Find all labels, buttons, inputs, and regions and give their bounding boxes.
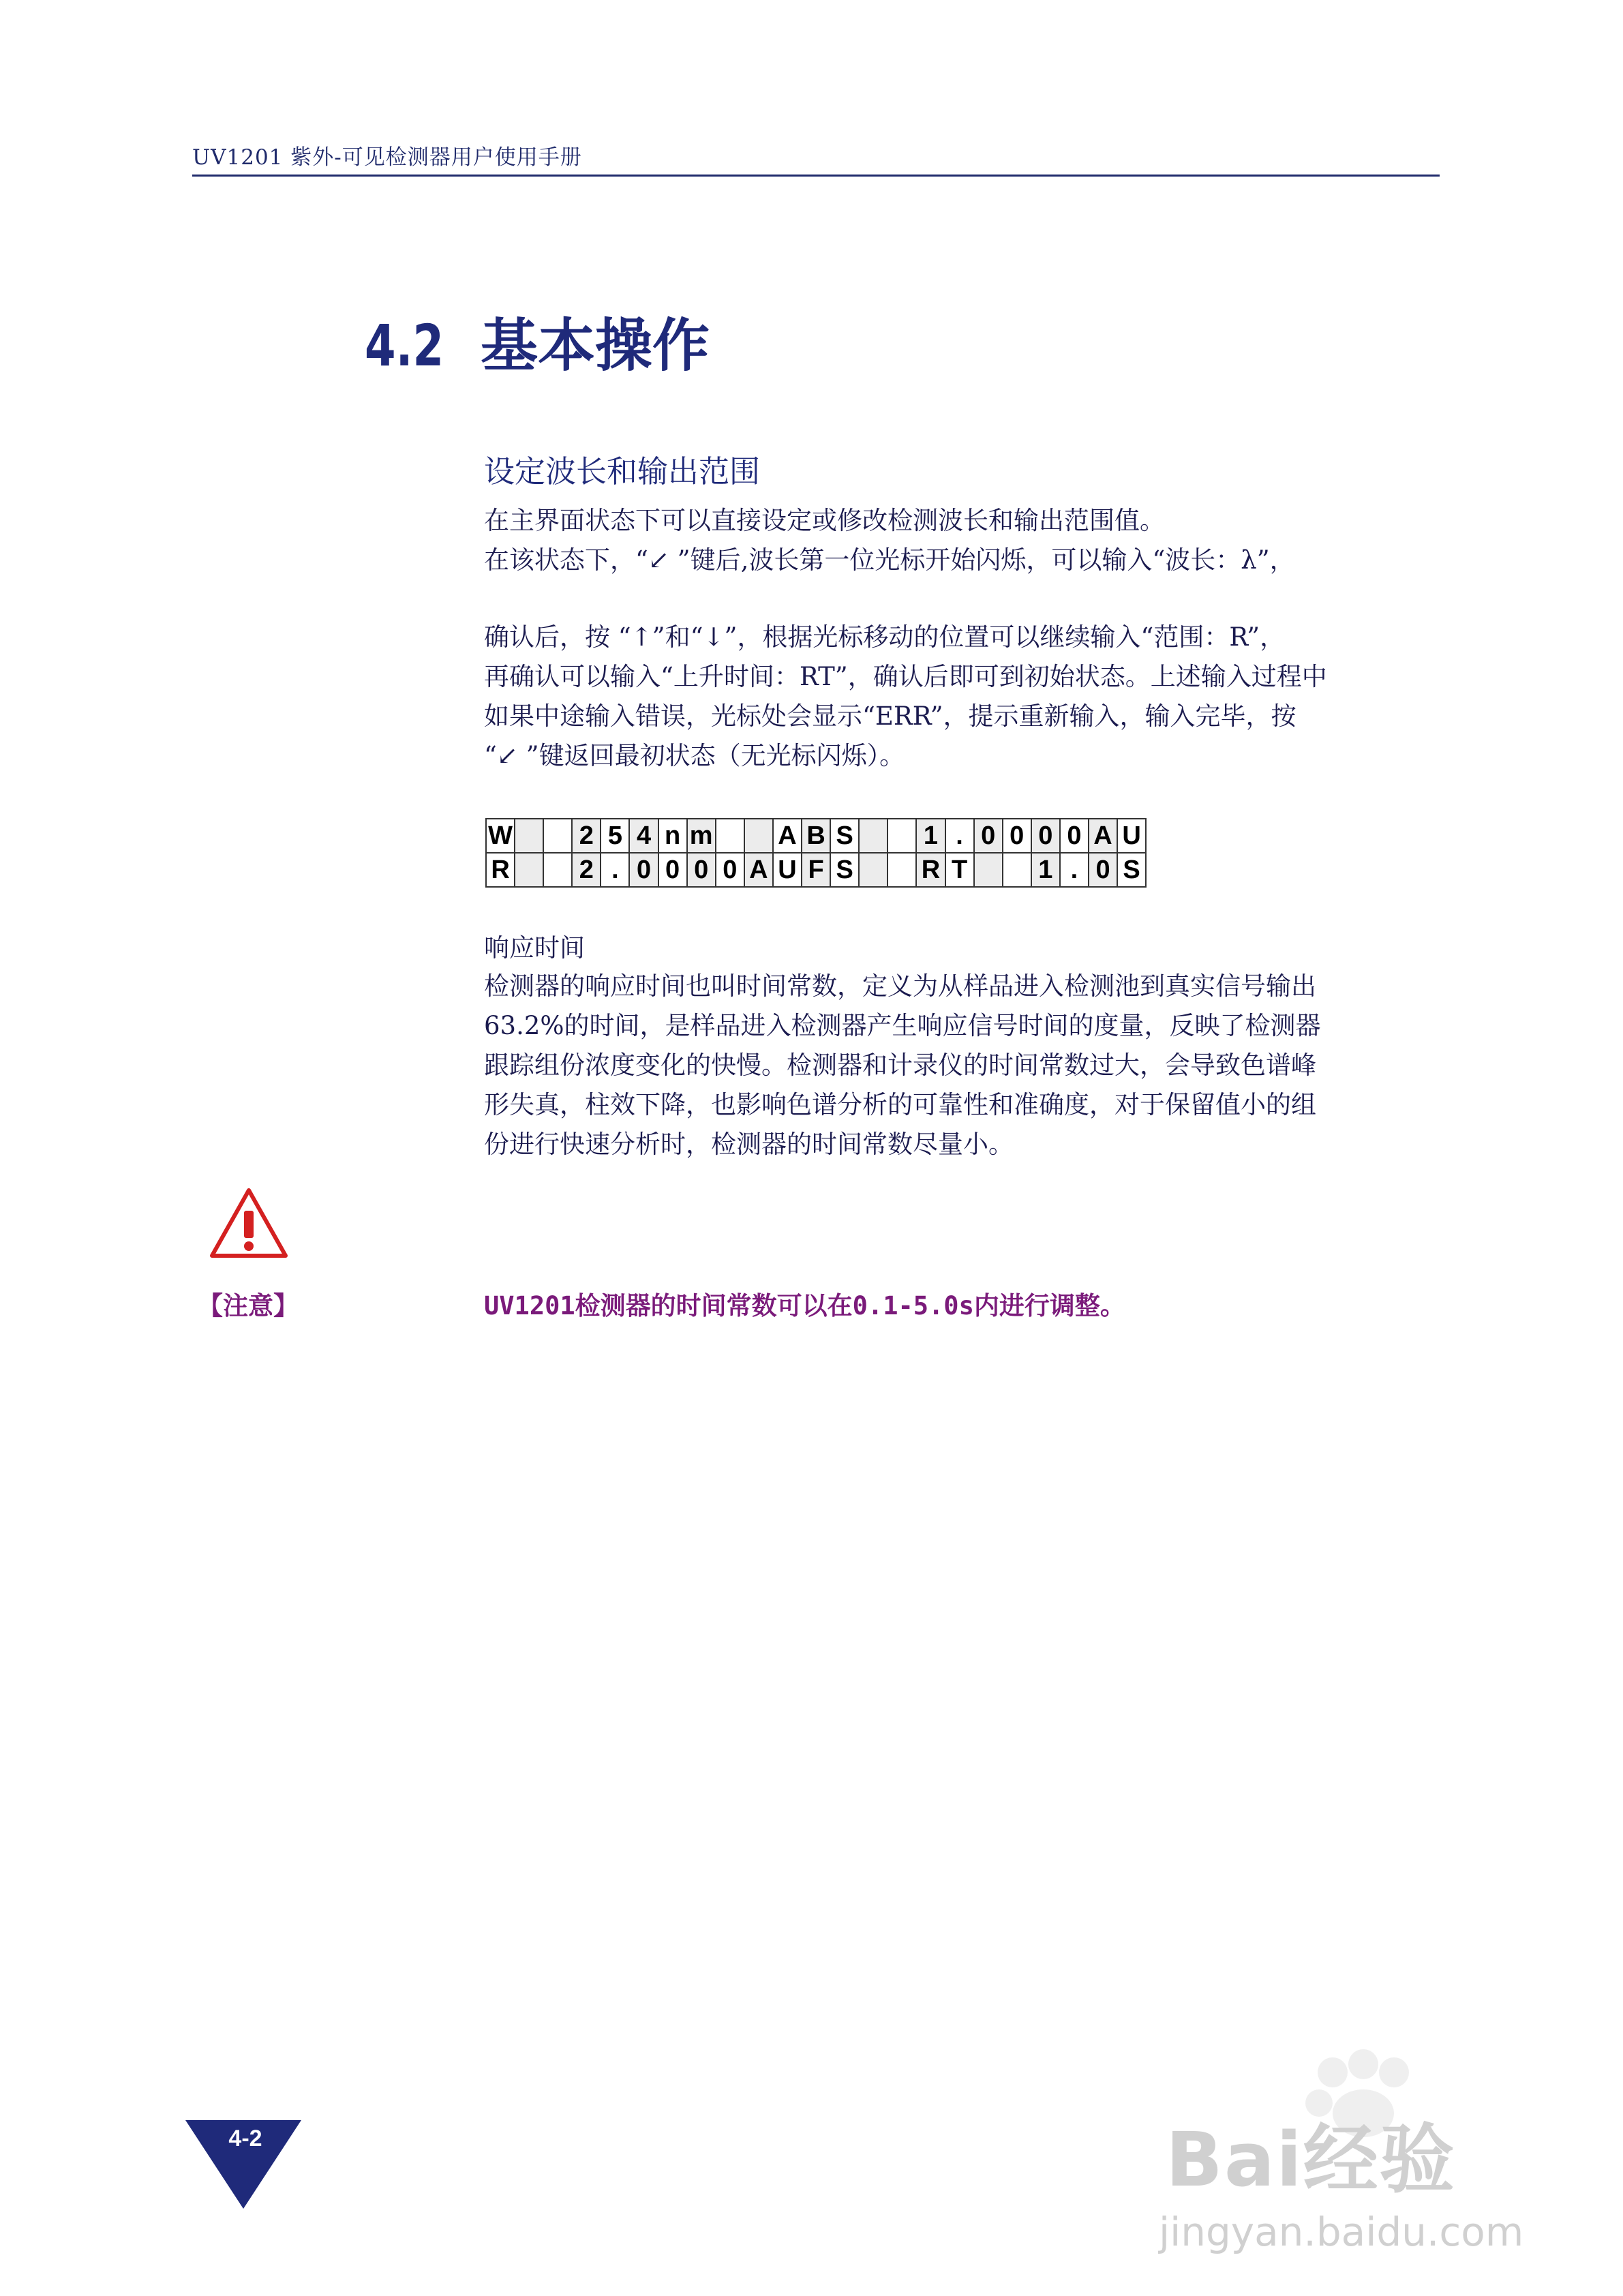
intro-line: 在该状态下，“↙ ”键后,波长第一位光标开始闪烁，可以输入“波长：λ”，	[484, 545, 1295, 575]
lcd-cell: S	[830, 819, 859, 853]
lcd-cell: R	[916, 853, 945, 887]
section-title-text: 基本操作	[481, 312, 710, 379]
running-header: UV1201 紫外-可见检测器用户使用手册	[192, 145, 582, 170]
watermark-url: jingyan.baidu.com	[1159, 2209, 1524, 2255]
lcd-cell: .	[945, 819, 974, 853]
lcd-cell	[744, 819, 773, 853]
lcd-cell: n	[658, 819, 687, 853]
lcd-cell: .	[1060, 853, 1089, 887]
intro-line: 如果中途输入错误，光标处会显示“ERR”，提示重新输入，输入完毕，按	[484, 701, 1296, 731]
lcd-cell: U	[773, 853, 802, 887]
lcd-cell: T	[945, 853, 974, 887]
lcd-row-2	[486, 853, 1146, 887]
page-number: 4-2	[228, 2126, 262, 2151]
lcd-cell	[974, 853, 1003, 887]
lcd-cell: 5	[601, 819, 629, 853]
lcd-cell	[888, 853, 916, 887]
intro-line: 再确认可以输入“上升时间：RT”，确认后即可到初始状态。上述输入过程中	[484, 662, 1327, 691]
lcd-cell: 0	[1003, 819, 1031, 853]
lcd-cell	[859, 819, 888, 853]
section-number: 4.2	[365, 312, 444, 379]
lcd-cell	[716, 819, 744, 853]
lcd-cell: m	[687, 819, 716, 853]
lcd-cell: A	[1089, 819, 1117, 853]
lcd-cell	[515, 853, 543, 887]
lcd-cell: F	[802, 853, 830, 887]
lcd-cell	[859, 853, 888, 887]
lcd-cell: B	[802, 819, 830, 853]
lcd-cell: 0	[658, 853, 687, 887]
response-line: 63.2%的时间，是样品进入检测器产生响应信号时间的度量，反映了检测器	[484, 1011, 1321, 1040]
lcd-cell: 2	[572, 819, 601, 853]
watermark-brand: Bai经验	[1166, 2116, 1456, 2203]
header-rule	[192, 175, 1440, 177]
response-line: 形失真，柱效下降，也影响色谱分析的可靠性和准确度，对于保留值小的组	[484, 1090, 1316, 1119]
subheading: 设定波长和输出范围	[484, 453, 761, 489]
lcd-cell	[888, 819, 916, 853]
response-line: 份进行快速分析时，检测器的时间常数尽量小。	[484, 1130, 1014, 1159]
note-label: 【注意】	[198, 1291, 299, 1320]
lcd-cell: 1	[1031, 853, 1060, 887]
lcd-cell: S	[830, 853, 859, 887]
lcd-cell: W	[486, 819, 515, 853]
note-text: UV1201检测器的时间常数可以在0.1-5.0s内进行调整。	[484, 1291, 1125, 1320]
lcd-cell: 0	[974, 819, 1003, 853]
lcd-cell	[1003, 853, 1031, 887]
lcd-cell: 2	[572, 853, 601, 887]
lcd-cell: A	[744, 853, 773, 887]
lcd-cell: 0	[1060, 819, 1089, 853]
lcd-cell: 1	[916, 819, 945, 853]
lcd-cell: .	[601, 853, 629, 887]
lcd-cell: 0	[716, 853, 744, 887]
lcd-row-1	[486, 819, 1146, 853]
lcd-cell: 0	[1089, 853, 1117, 887]
lcd-cell: S	[1117, 853, 1146, 887]
lcd-cell: 0	[687, 853, 716, 887]
lcd-cell: U	[1117, 819, 1146, 853]
lcd-display	[485, 818, 1147, 888]
section-title	[365, 300, 710, 382]
lcd-cell	[543, 819, 572, 853]
intro-line: 在主界面状态下可以直接设定或修改检测波长和输出范围值。	[484, 506, 1165, 535]
lcd-cell	[543, 853, 572, 887]
lcd-cell: 0	[1031, 819, 1060, 853]
response-line: 检测器的响应时间也叫时间常数，定义为从样品进入检测池到真实信号输出	[484, 971, 1316, 1001]
lcd-cell: R	[486, 853, 515, 887]
lcd-cell: 0	[629, 853, 658, 887]
intro-line: “↙ ”键返回最初状态（无光标闪烁）。	[484, 741, 905, 770]
response-line: 跟踪组份浓度变化的快慢。检测器和计录仪的时间常数过大，会导致色谱峰	[484, 1051, 1316, 1080]
lcd-cell: A	[773, 819, 802, 853]
warning-triangle-icon	[208, 1186, 290, 1260]
lcd-cell	[515, 819, 543, 853]
lcd-cell: 4	[629, 819, 658, 853]
response-time-title: 响应时间	[484, 933, 585, 963]
intro-line: 确认后，按 “↑”和“↓”，根据光标移动的位置可以继续输入“范围：R”，	[484, 622, 1286, 652]
